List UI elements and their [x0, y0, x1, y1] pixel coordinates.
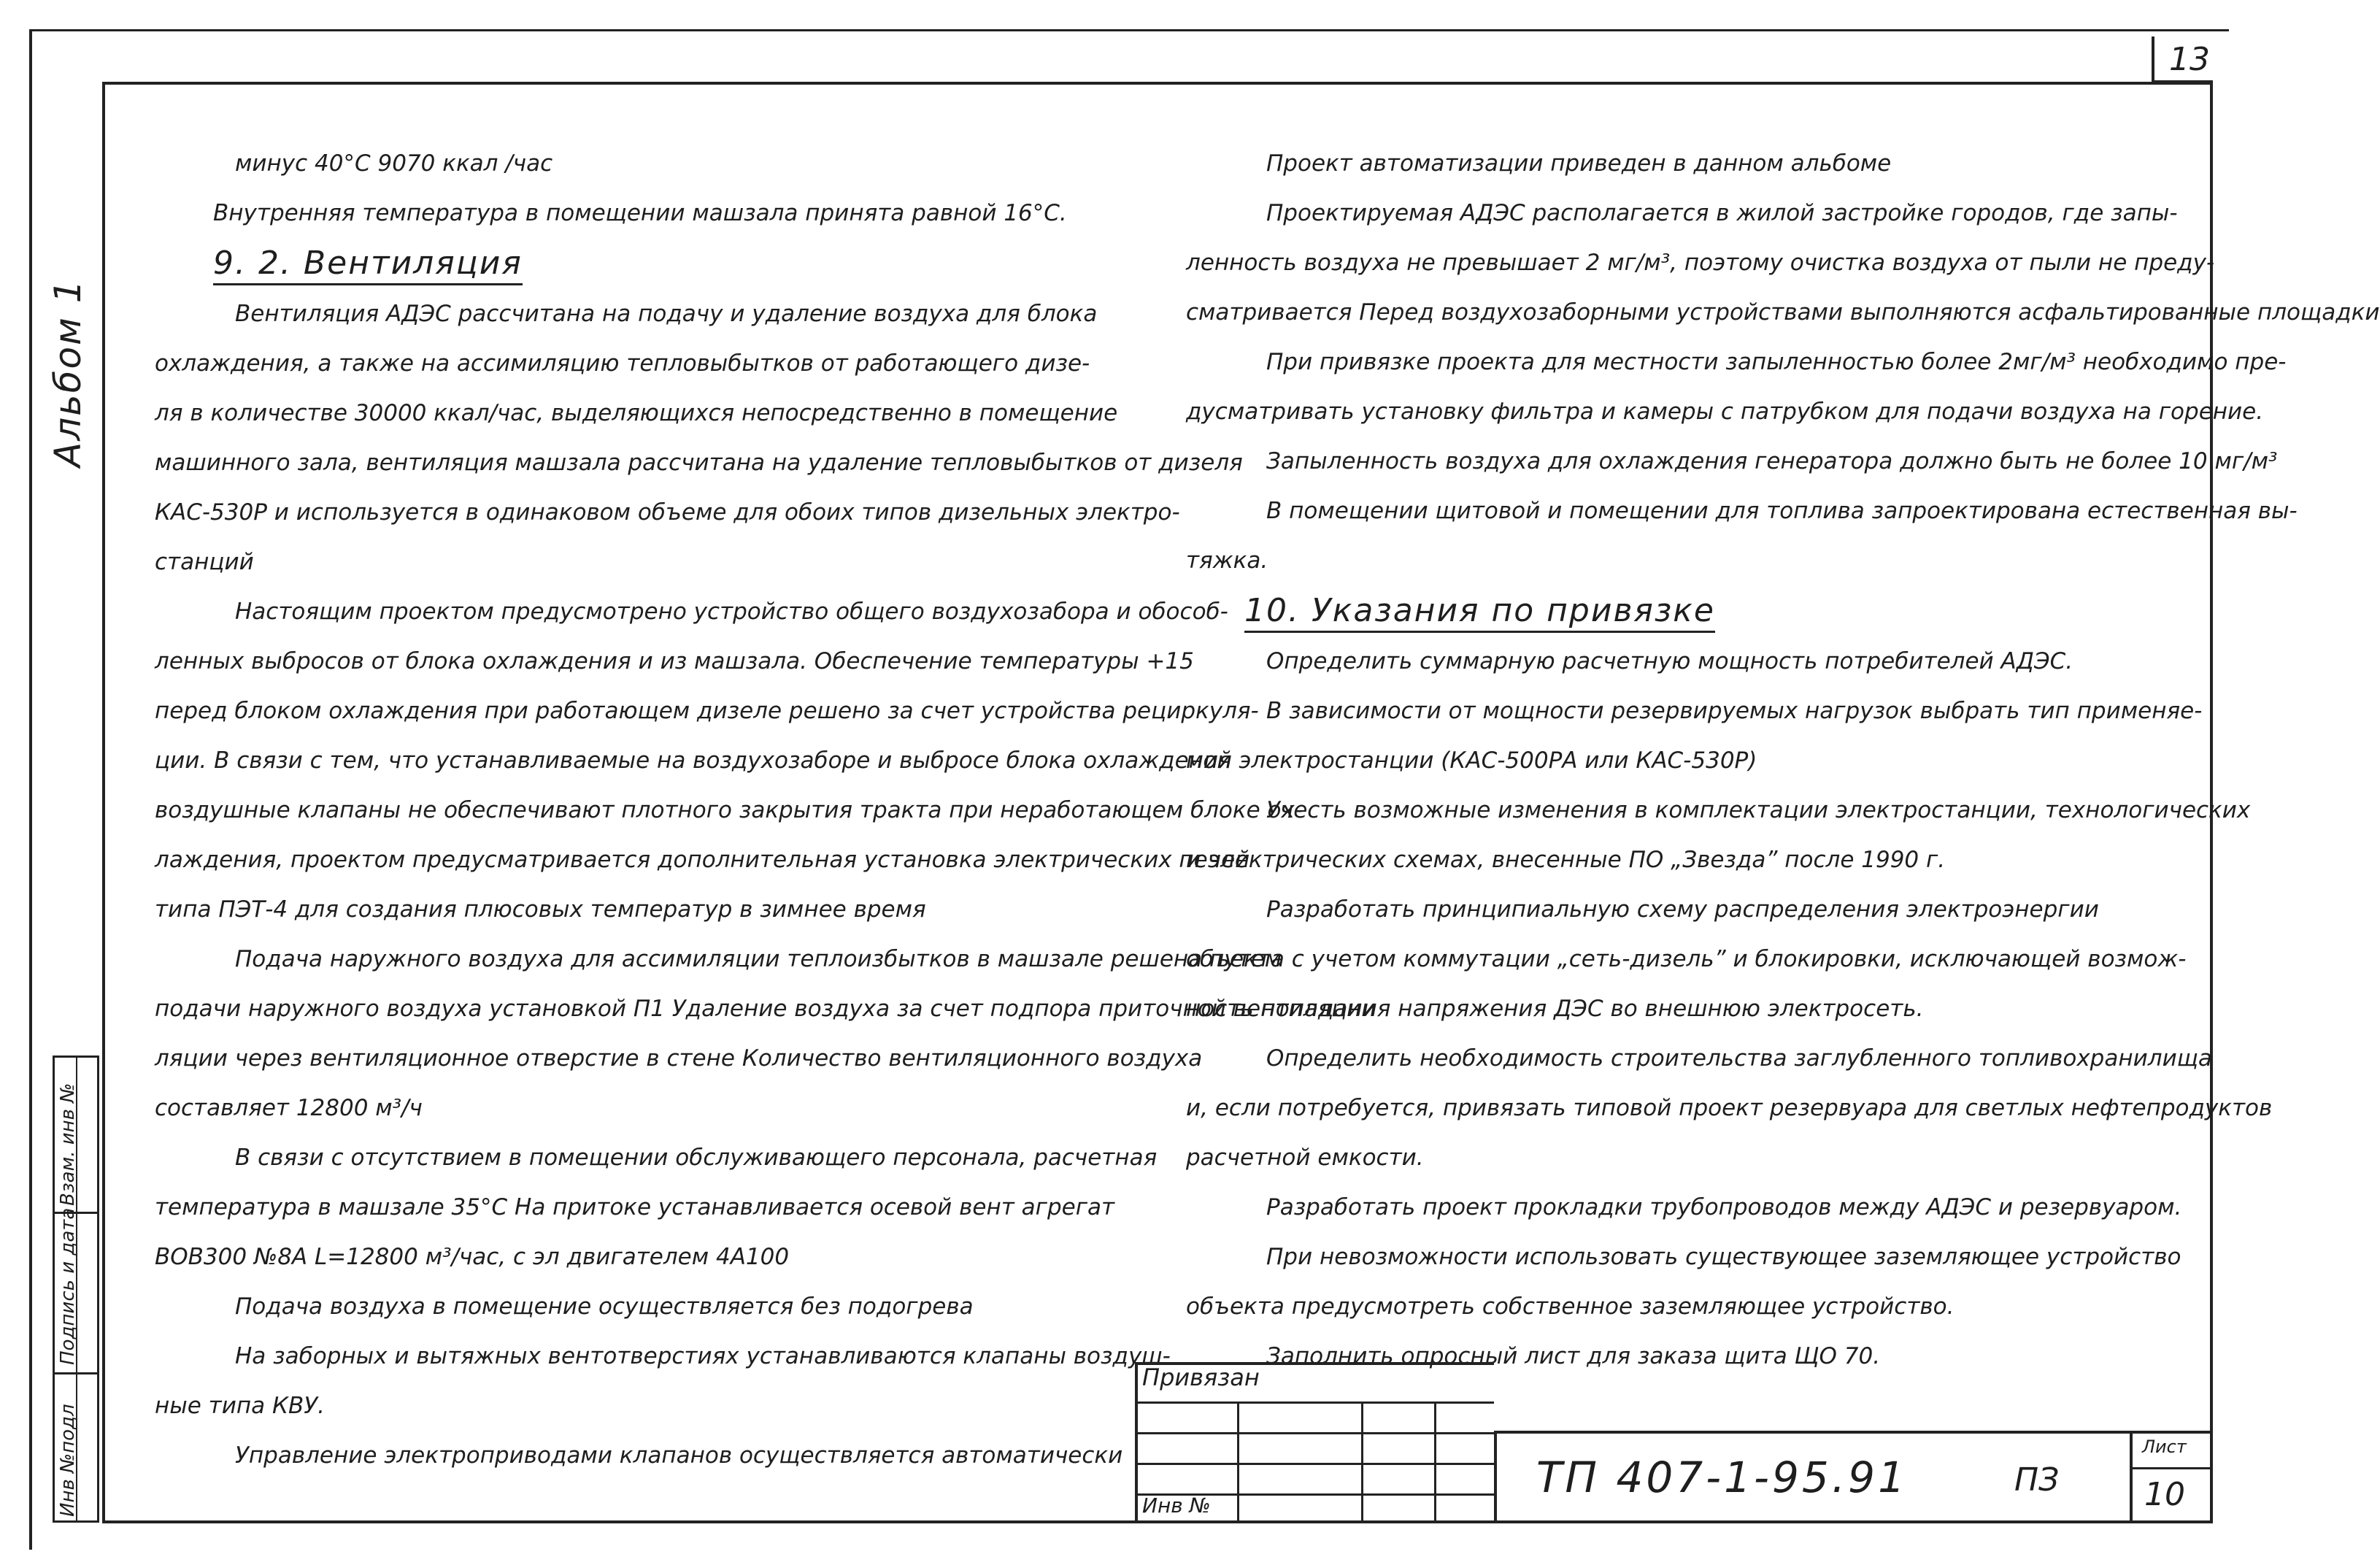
text-line: и электрических схемах, внесенные ПО „Звезда” после 1990 г.	[1186, 847, 1946, 873]
text-line: дусматривать установку фильтра и камеры с патрубком для подачи воздуха на горение.	[1186, 399, 2264, 425]
title-block-rule	[1434, 1401, 1436, 1521]
text-line: При невозможности использовать существующее заземляющее устройство	[1266, 1244, 2181, 1270]
text-line: Управление электроприводами клапанов осуществляется автоматически	[235, 1442, 1123, 1469]
text-line: КАС-530Р и используется в одинаковом объеме для обоих типов дизельных электро-	[155, 499, 1180, 526]
stamp-inv-podl: Инв №подл	[57, 1404, 79, 1517]
text-line: Заполнить опросный лист для заказа щита ЩО 70.	[1266, 1343, 1881, 1369]
text-line: Подача воздуха в помещение осуществляется без подогрева	[235, 1293, 974, 1320]
text-line: мой электростанции (КАС-500РА или КАС-530Р)	[1186, 747, 1757, 774]
text-line: Внутренняя температура в помещении машзала принята равной 16°С.	[213, 200, 1067, 226]
title-block-rule	[1135, 1432, 1494, 1434]
text-line: Проектируемая АДЭС располагается в жилой застройке городов, где запы-	[1266, 200, 2178, 226]
title-block-rule	[1237, 1401, 1239, 1521]
right-text-column	[1186, 139, 2380, 1381]
text-line: В связи с отсутствием в помещении обслуживающего персонала, расчетная	[235, 1145, 1158, 1171]
sheet-label: Лист	[2142, 1437, 2187, 1457]
text-line: Определить необходимость строительства заглубленного топливохранилища	[1266, 1045, 2212, 1072]
sheet-number: 10	[2144, 1476, 2185, 1513]
text-line: тяжка.	[1186, 547, 1268, 574]
text-line: ля в количестве 30000 ккал/час, выделяющихся непосредственно в помещение	[155, 400, 1118, 426]
text-line: минус 40°С 9070 ккал /час	[235, 150, 553, 177]
text-line: При привязке проекта для местности запыленностью более 2мг/м³ необходимо пре-	[1266, 349, 2287, 375]
text-line: Учесть возможные изменения в комплектации электростанции, технологических	[1266, 797, 2251, 823]
text-line: Вентиляция АДЭС рассчитана на подачу и удаление воздуха для блока	[235, 301, 1098, 327]
text-line: В помещении щитовой и помещении для топлива запроектирована естественная вы-	[1266, 498, 2298, 524]
text-line: лаждения, проектом предусматривается дополнительная установка электрических печей	[155, 847, 1250, 873]
text-line: типа ПЭТ-4 для создания плюсовых температур в зимнее время	[155, 896, 926, 923]
title-block-rule	[2130, 1467, 2213, 1469]
section-heading	[1186, 585, 2186, 637]
text-line: объекта с учетом коммутации „сеть-дизель” и блокировки, исключающей возмож-	[1186, 946, 2187, 972]
inv-number-label: Инв №	[1142, 1493, 1211, 1518]
text-line: ленных выбросов от блока охлаждения и из машзала. Обеспечение температуры +15	[155, 648, 1194, 674]
text-line: На заборных и вытяжных вентотверстиях устанавливаются клапаны воздуш-	[235, 1343, 1171, 1369]
text-line: Проект автоматизации приведен в данном альбоме	[1266, 150, 1892, 177]
text-line: ВОВ300 №8А L=12800 м³/час, с эл двигателем 4А100	[155, 1244, 790, 1270]
title-block-rule	[1135, 1463, 1494, 1465]
binding-label: Привязан	[1142, 1364, 1260, 1391]
text-line: ции. В связи с тем, что устанавливаемые на воздухозаборе и выбросе блока охлаждения	[155, 747, 1232, 774]
page-number: 13	[2169, 41, 2210, 78]
text-line: сматривается Перед воздухозаборными устройствами выполняются асфальтированные площадки	[1186, 299, 2380, 326]
text-line: расчетной емкости.	[1186, 1145, 1424, 1171]
text-line: Определить суммарную расчетную мощность потребителей АДЭС.	[1266, 648, 2073, 674]
text-line: составляет 12800 м³/ч	[155, 1095, 423, 1121]
text-line: Подача наружного воздуха для ассимиляции теплоизбытков в машзале решена путем	[235, 946, 1282, 972]
stamp-replacement-inv: Взам. инв №	[57, 1083, 79, 1206]
text-line: охлаждения, а также на ассимиляцию тепловыбытков от работающего дизе-	[155, 350, 1090, 377]
album-label: Альбом 1	[47, 278, 89, 467]
section-heading-text: 10. Указания по привязке	[1244, 592, 1715, 633]
text-line: перед блоком охлаждения при работающем дизеле решено за счет устройства рециркуля-	[155, 698, 1259, 724]
text-line: и, если потребуется, привязать типовой проект резервуара для светлых нефтепродуктов	[1186, 1095, 2273, 1121]
text-line: Запыленность воздуха для охлаждения генератора должно быть не более 10 мг/м³	[1266, 448, 2278, 474]
text-line: ные типа КВУ.	[155, 1393, 326, 1419]
text-line: машинного зала, вентиляция машзала рассчитана на удаление тепловыбытков от дизеля	[155, 450, 1243, 476]
text-line: станций	[155, 549, 254, 575]
title-block-rule	[1361, 1401, 1363, 1521]
document-code: ТП 407-1-95.91	[1536, 1453, 1908, 1502]
text-line: Разработать принципиальную схему распределения электроэнергии	[1266, 896, 2099, 923]
text-line: Настоящим проектом предусмотрено устройство общего воздухозабора и обособ-	[235, 599, 1228, 625]
text-line: подачи наружного воздуха установкой П1 Удаление воздуха за счет подпора приточной вентиляции	[155, 996, 1376, 1022]
title-block-rule	[1135, 1401, 1494, 1404]
text-line: объекта предусмотреть собственное заземляющее устройство.	[1186, 1293, 1955, 1320]
text-line: ляции через вентиляционное отверстие в стене Количество вентиляционного воздуха	[155, 1045, 1203, 1072]
text-line: ленность воздуха не превышает 2 мг/м³, поэтому очистка воздуха от пыли не преду-	[1186, 250, 2215, 276]
stamp-divider	[53, 1372, 99, 1374]
section-code: ПЗ	[2014, 1461, 2060, 1499]
section-heading	[155, 238, 1104, 289]
text-line: температура в машзале 35°С На притоке устанавливается осевой вент агрегат	[155, 1194, 1115, 1220]
text-line: воздушные клапаны не обеспечивают плотного закрытия тракта при неработающем блоке ох-	[155, 797, 1303, 823]
stamp-signature-date: Подпись и дата	[57, 1207, 79, 1365]
text-line: В зависимости от мощности резервируемых нагрузок выбрать тип применяе-	[1266, 698, 2203, 724]
text-line: Разработать проект прокладки трубопроводов между АДЭС и резервуаром.	[1266, 1194, 2182, 1220]
section-heading-text: 9. 2. Вентиляция	[213, 245, 523, 285]
text-line: ность попадания напряжения ДЭС во внешнюю электросеть.	[1186, 996, 1924, 1022]
